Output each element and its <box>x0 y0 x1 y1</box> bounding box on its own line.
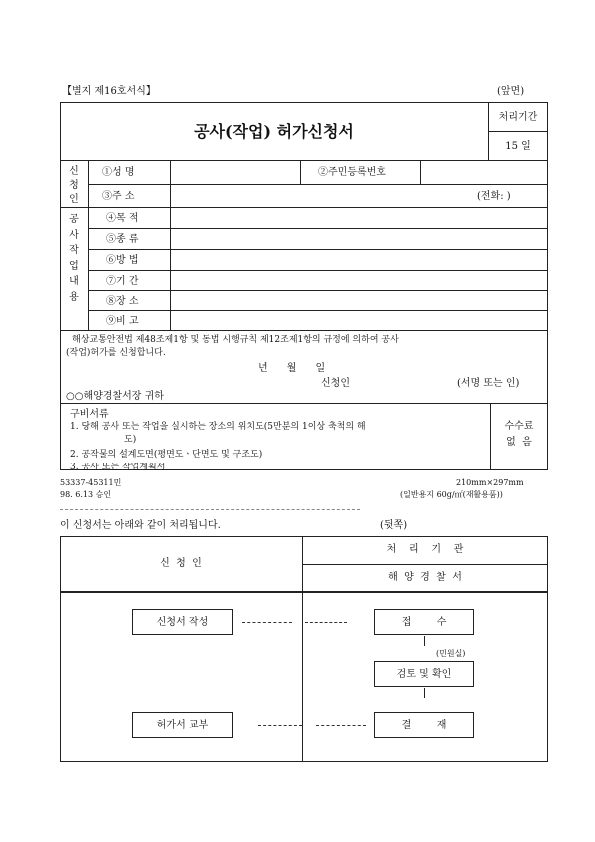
name-label: ①성 명 <box>102 167 135 178</box>
applicant-sign-label: 신청인 <box>321 378 350 389</box>
address-label: ③주 소 <box>102 191 135 202</box>
processing-period-label: 처리기간 <box>498 112 538 123</box>
approval-date: 98. 6.13 승인 <box>60 490 112 499</box>
resident-id-field[interactable] <box>421 161 547 184</box>
applicant-group-text: 신청인 <box>69 166 79 205</box>
date-line: 년 월 일 <box>258 363 326 374</box>
purpose-label: ④목 적 <box>106 213 139 224</box>
flow-step-approve <box>374 712 474 738</box>
documents-title: 구비서류 <box>70 409 109 420</box>
sign-or-seal-label: (서명 또는 인) <box>457 378 520 389</box>
purpose-field[interactable] <box>171 208 547 228</box>
document-item-1: 1. 당해 공사 또는 작업을 실시하는 장소의 위치도(5만분의 1이상 축척의 해 <box>70 422 366 432</box>
document-item-3-clip <box>70 463 165 470</box>
agency-name: 해 양 경 찰 서 <box>388 572 462 583</box>
flow-step-review <box>374 661 474 687</box>
form-code: 53337-45311민 <box>60 478 122 487</box>
period-field[interactable] <box>171 271 547 290</box>
addressee: ○○해양경찰서장 귀하 <box>66 391 164 402</box>
method-field[interactable] <box>171 250 547 270</box>
document-item-2: 2. 공작물의 설계도면(평면도ㆍ단면도 및 구조도) <box>70 450 263 460</box>
address-field[interactable] <box>171 185 471 207</box>
phone-label: (전화: ) <box>477 191 511 202</box>
flow-step-issue <box>132 712 233 738</box>
declaration-line1: 해상교통안전법 제48조제1항 및 동법 시행규칙 제12조제1항의 규정에 의하여 공사 <box>72 335 399 345</box>
resident-id-label: ②주민등록번호 <box>318 167 386 178</box>
name-field[interactable] <box>171 161 299 184</box>
work-group-label <box>60 212 88 305</box>
flow-step-submit <box>132 609 233 635</box>
applicant-group-label <box>60 165 88 207</box>
work-group-text: 공사작업내용 <box>69 214 79 303</box>
flow-step-receive-label: 접 수 <box>401 617 447 628</box>
side-label-back: (뒷쪽) <box>380 520 408 531</box>
flow-receive-note: (민원실) <box>436 649 466 658</box>
form-tag: 【별지 제16호서식】 <box>62 86 156 97</box>
method-label: ⑥방 법 <box>106 255 139 266</box>
flow-step-review-label: 검토 및 확인 <box>396 669 452 680</box>
declaration-line2: (작업)허가를 신청합니다. <box>66 348 166 358</box>
location-field[interactable] <box>171 291 547 310</box>
paper-size: 210mm×297mm <box>456 478 524 487</box>
flow-step-submit-label: 신청서 작성 <box>156 617 209 628</box>
type-field[interactable] <box>171 229 547 249</box>
fee-label: 수수료 <box>504 421 534 432</box>
side-label-front: (앞면) <box>497 86 525 97</box>
form-title: 공사(작업) 허가신청서 <box>194 122 354 141</box>
paper-spec: (일반용지 60g/㎡(재활용품)) <box>400 490 503 499</box>
period-label: ⑦기 간 <box>106 276 139 287</box>
flow-step-receive <box>374 609 474 635</box>
process-intro: 이 신청서는 아래와 같이 처리됩니다. <box>60 520 221 531</box>
column-agency: 처 리 기 관 <box>386 544 464 555</box>
flow-step-approve-label: 결 재 <box>401 720 447 731</box>
flow-step-issue-label: 허가서 교부 <box>156 720 209 731</box>
location-label: ⑧장 소 <box>106 296 139 307</box>
processing-period-value: 15 일 <box>505 141 531 152</box>
column-applicant: 신 청 인 <box>160 558 202 569</box>
type-label: ⑤종 류 <box>106 234 139 245</box>
document-item-3: 3. 공사 또는 작업계획서 <box>70 463 166 470</box>
document-item-1-cont: 도) <box>124 435 137 445</box>
fee-value: 없 음 <box>506 437 532 448</box>
remarks-label: ⑨비 고 <box>106 316 139 327</box>
remarks-field[interactable] <box>171 311 547 330</box>
